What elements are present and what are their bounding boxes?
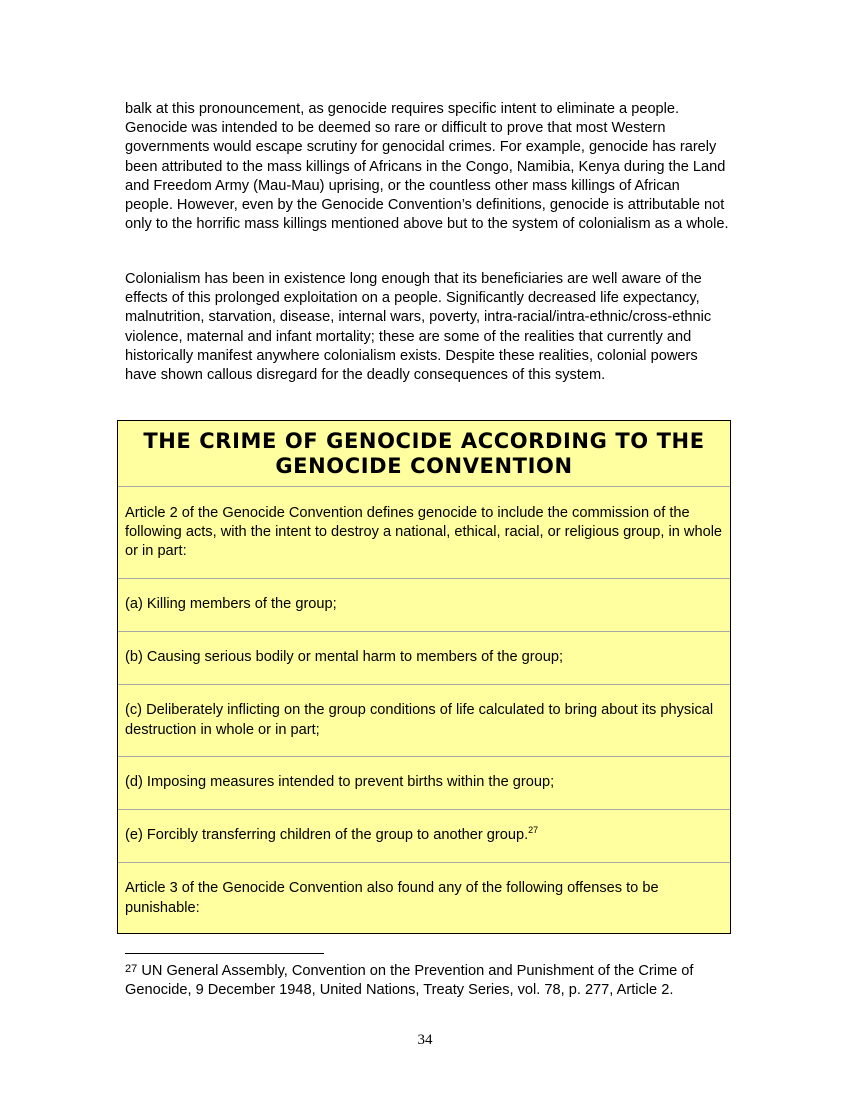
- box-row-article-3: [118, 863, 730, 934]
- box-row-text: (c) Deliberately inflicting on the group conditions of life calculated to bring about its physical destruction in whole or in part;: [125, 702, 714, 738]
- footnote: [125, 962, 730, 1000]
- genocide-definition-box: [117, 420, 731, 934]
- body-paragraph-2: Colonialism has been in existence long enough that its beneficiaries are well aware of the effects of this prolonged exploitation on a people. Significantly decreased life expectancy, malnutrition, starvation, disease, internal wars, poverty, intra-racial/intra-ethnic/cross-ethnic violence, maternal and infant mortality; these are some of the realities that currently and historically manifest anywhere colonialism exists. Despite these realities, colonial powers have shown callous disregard for the deadly consequences of this system.: [125, 271, 712, 384]
- box-row-e-text: (e) Forcibly transferring children of the group to another group.: [125, 827, 529, 844]
- box-row-text: (d) Imposing measures intended to prevent births within the group;: [125, 774, 555, 791]
- box-row-b: [118, 632, 730, 685]
- box-row-article-2: [118, 487, 730, 579]
- box-title: THE CRIME OF GENOCIDE ACCORDING TO THE GENOCIDE CONVENTION: [118, 421, 730, 487]
- box-row-text: [125, 826, 538, 845]
- footnote-divider: [125, 953, 324, 954]
- box-row-e: [118, 810, 730, 863]
- body-paragraph-1: balk at this pronouncement, as genocide requires specific intent to eliminate a people. Genocide was intended to be deemed so rare or difficult to prove that most Western governments would escape scrutiny for genocidal crimes. For example, genocide has rarely been attributed to the mass killings of Africans in the Congo, Namibia, Kenya during the Land and Freedom Army (Mau-Mau) uprising, or the countless other mass killings of African people. However, even by the Genocide Convention’s definitions, genocide is attributable not only to the horrific mass killings mentioned above but to the system of colonialism as a whole.: [125, 101, 729, 233]
- footnote-marker: 27: [125, 963, 138, 975]
- box-row-text: (b) Causing serious bodily or mental harm to members of the group;: [125, 649, 564, 666]
- box-row-a: [118, 579, 730, 632]
- footnote-text: UN General Assembly, Convention on the Prevention and Punishment of the Crime of Genocide, 9 December 1948, United Nations, Treaty Series, vol. 78, p. 277, Article 2.: [125, 963, 694, 999]
- box-row-text: Article 2 of the Genocide Convention defines genocide to include the commission of the following acts, with the intent to destroy a national, ethical, racial, or religious group, in whole or in part:: [125, 504, 723, 560]
- footnote-reference[interactable]: 27: [528, 825, 539, 836]
- box-row-text: (a) Killing members of the group;: [125, 596, 337, 613]
- box-row-d: [118, 757, 730, 810]
- box-row-text: Article 3 of the Genocide Convention also found any of the following offenses to be punishable:: [125, 880, 659, 916]
- page-number: 34: [417, 1032, 433, 1048]
- box-row-c: [118, 685, 730, 757]
